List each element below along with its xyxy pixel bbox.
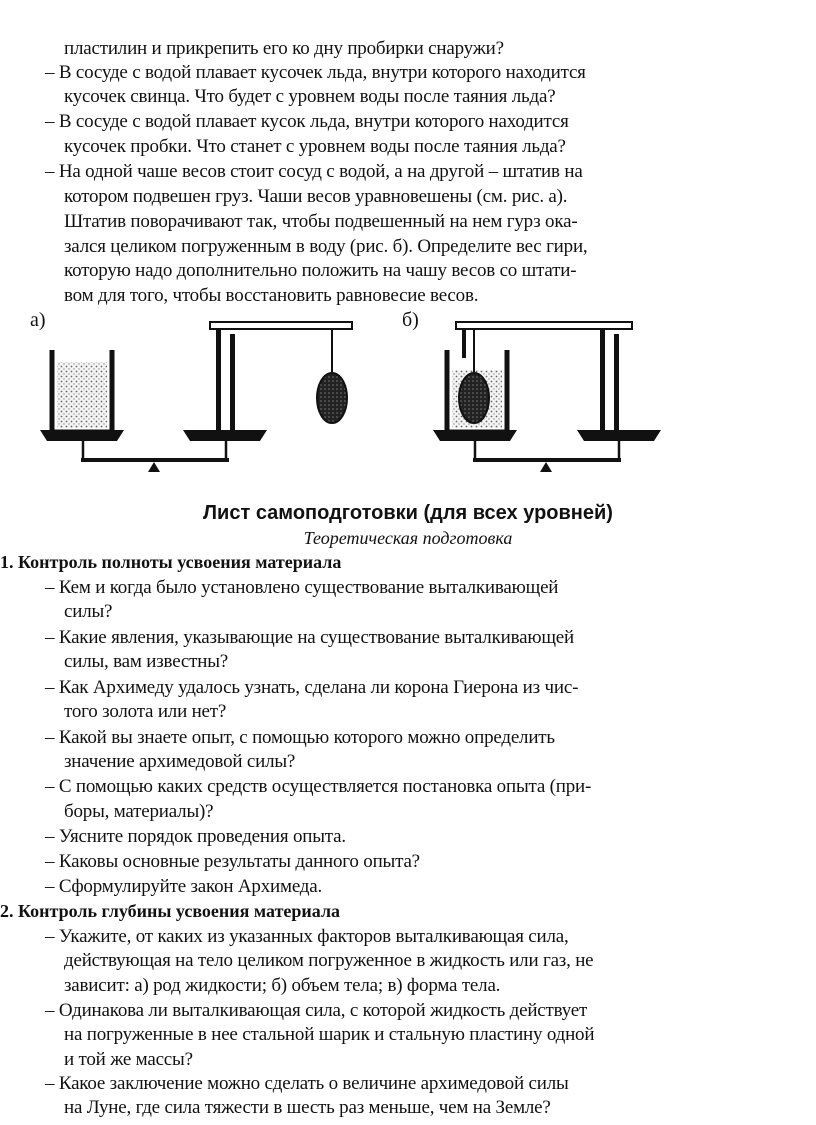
stand [456, 322, 632, 431]
fulcrum [148, 462, 160, 472]
text-line: пластилин и прикрепить его ко дну пробирки снаружи? [64, 38, 504, 59]
sheet-subtitle: Теоретическая подготовка [303, 528, 513, 548]
text-line: того золота или нет? [64, 701, 227, 722]
fulcrum [540, 462, 552, 472]
text-line: на Луне, где сила тяжести в шесть раз меньше, чем на Земле? [64, 1097, 551, 1118]
section-1-heading: 1. Контроль полноты усвоения материала [0, 552, 342, 572]
hanging-weight [317, 373, 347, 423]
left-pan [433, 430, 517, 441]
text-line: – Каковы основные результаты данного опыта? [45, 851, 420, 872]
text-line: силы? [64, 601, 113, 622]
text-line: – Какое заключение можно сделать о величине архимедовой силы [45, 1073, 569, 1094]
section-2-heading: 2. Контроль глубины усвоения материала [0, 901, 341, 921]
text-line: зался целиком погруженным в воду (рис. б). Определите вес гири, [64, 236, 588, 257]
sheet-title: Лист самоподготовки (для всех уровней) [203, 502, 613, 524]
balance-figure [0, 0, 816, 500]
text-line: зависит: а) род жидкости; б) объем тела; в) форма тела. [64, 975, 501, 996]
figure-label-a: а) [30, 309, 46, 331]
text-line: – Уясните порядок проведения опыта. [45, 826, 346, 847]
figure-b [433, 322, 661, 472]
text-line: – Какие явления, указывающие на существование выталкивающей [45, 627, 574, 648]
text-line: и той же массы? [64, 1049, 193, 1070]
left-pan [40, 430, 124, 441]
text-line: вом для того, чтобы восстановить равновесие весов. [64, 285, 479, 306]
text-line: – Кем и когда было установлено существование выталкивающей [45, 577, 559, 598]
text-line: – Укажите, от каких из указанных факторов выталкивающая сила, [45, 926, 569, 947]
beam [473, 458, 621, 462]
text-line: Штатив поворачивают так, чтобы подвешенный на нем гурз ока- [64, 211, 578, 232]
text-line: кусочек свинца. Что будет с уровнем воды после таяния льда? [64, 86, 556, 107]
text-line: действующая на тело целиком погруженное в жидкость или газ, не [64, 950, 594, 971]
text-line: – Сформулируйте закон Архимеда. [45, 876, 323, 897]
water-volume [57, 362, 107, 428]
text-line: – В сосуде с водой плавает кусок льда, внутри которого находится [45, 111, 569, 132]
text-line: – На одной чаше весов стоит сосуд с водой, а на другой – штатив на [45, 161, 583, 182]
text-line: – В сосуде с водой плавает кусочек льда, внутри которого находится [45, 62, 586, 83]
text-line: – Как Архимеду удалось узнать, сделана ли корона Гиерона из чис- [45, 677, 579, 698]
figure-a [40, 322, 352, 472]
text-line: силы, вам известны? [64, 651, 229, 672]
text-line: – С помощью каких средств осуществляется постановка опыта (при- [45, 776, 592, 797]
text-line: значение архимедовой силы? [64, 751, 296, 772]
right-pan [577, 430, 661, 441]
figure-label-b: б) [402, 309, 419, 331]
beam [81, 458, 229, 462]
text-line: котором подвешен груз. Чаши весов уравновешены (см. рис. а). [64, 186, 568, 207]
text-line: боры, материалы)? [64, 801, 214, 822]
stand [210, 322, 352, 431]
text-line: кусочек пробки. Что станет с уровнем воды после таяния льда? [64, 136, 566, 157]
hanging-weight [459, 373, 489, 423]
text-line: на погруженные в нее стальной шарик и стальную пластину одной [64, 1024, 595, 1045]
right-pan [183, 430, 267, 441]
water-vessel [52, 350, 112, 432]
text-line: – Одинакова ли выталкивающая сила, с которой жидкость действует [45, 1000, 588, 1021]
text-line: которую надо дополнительно положить на чашу весов со штати- [64, 260, 577, 281]
text-line: – Какой вы знаете опыт, с помощью которого можно определить [45, 727, 555, 748]
